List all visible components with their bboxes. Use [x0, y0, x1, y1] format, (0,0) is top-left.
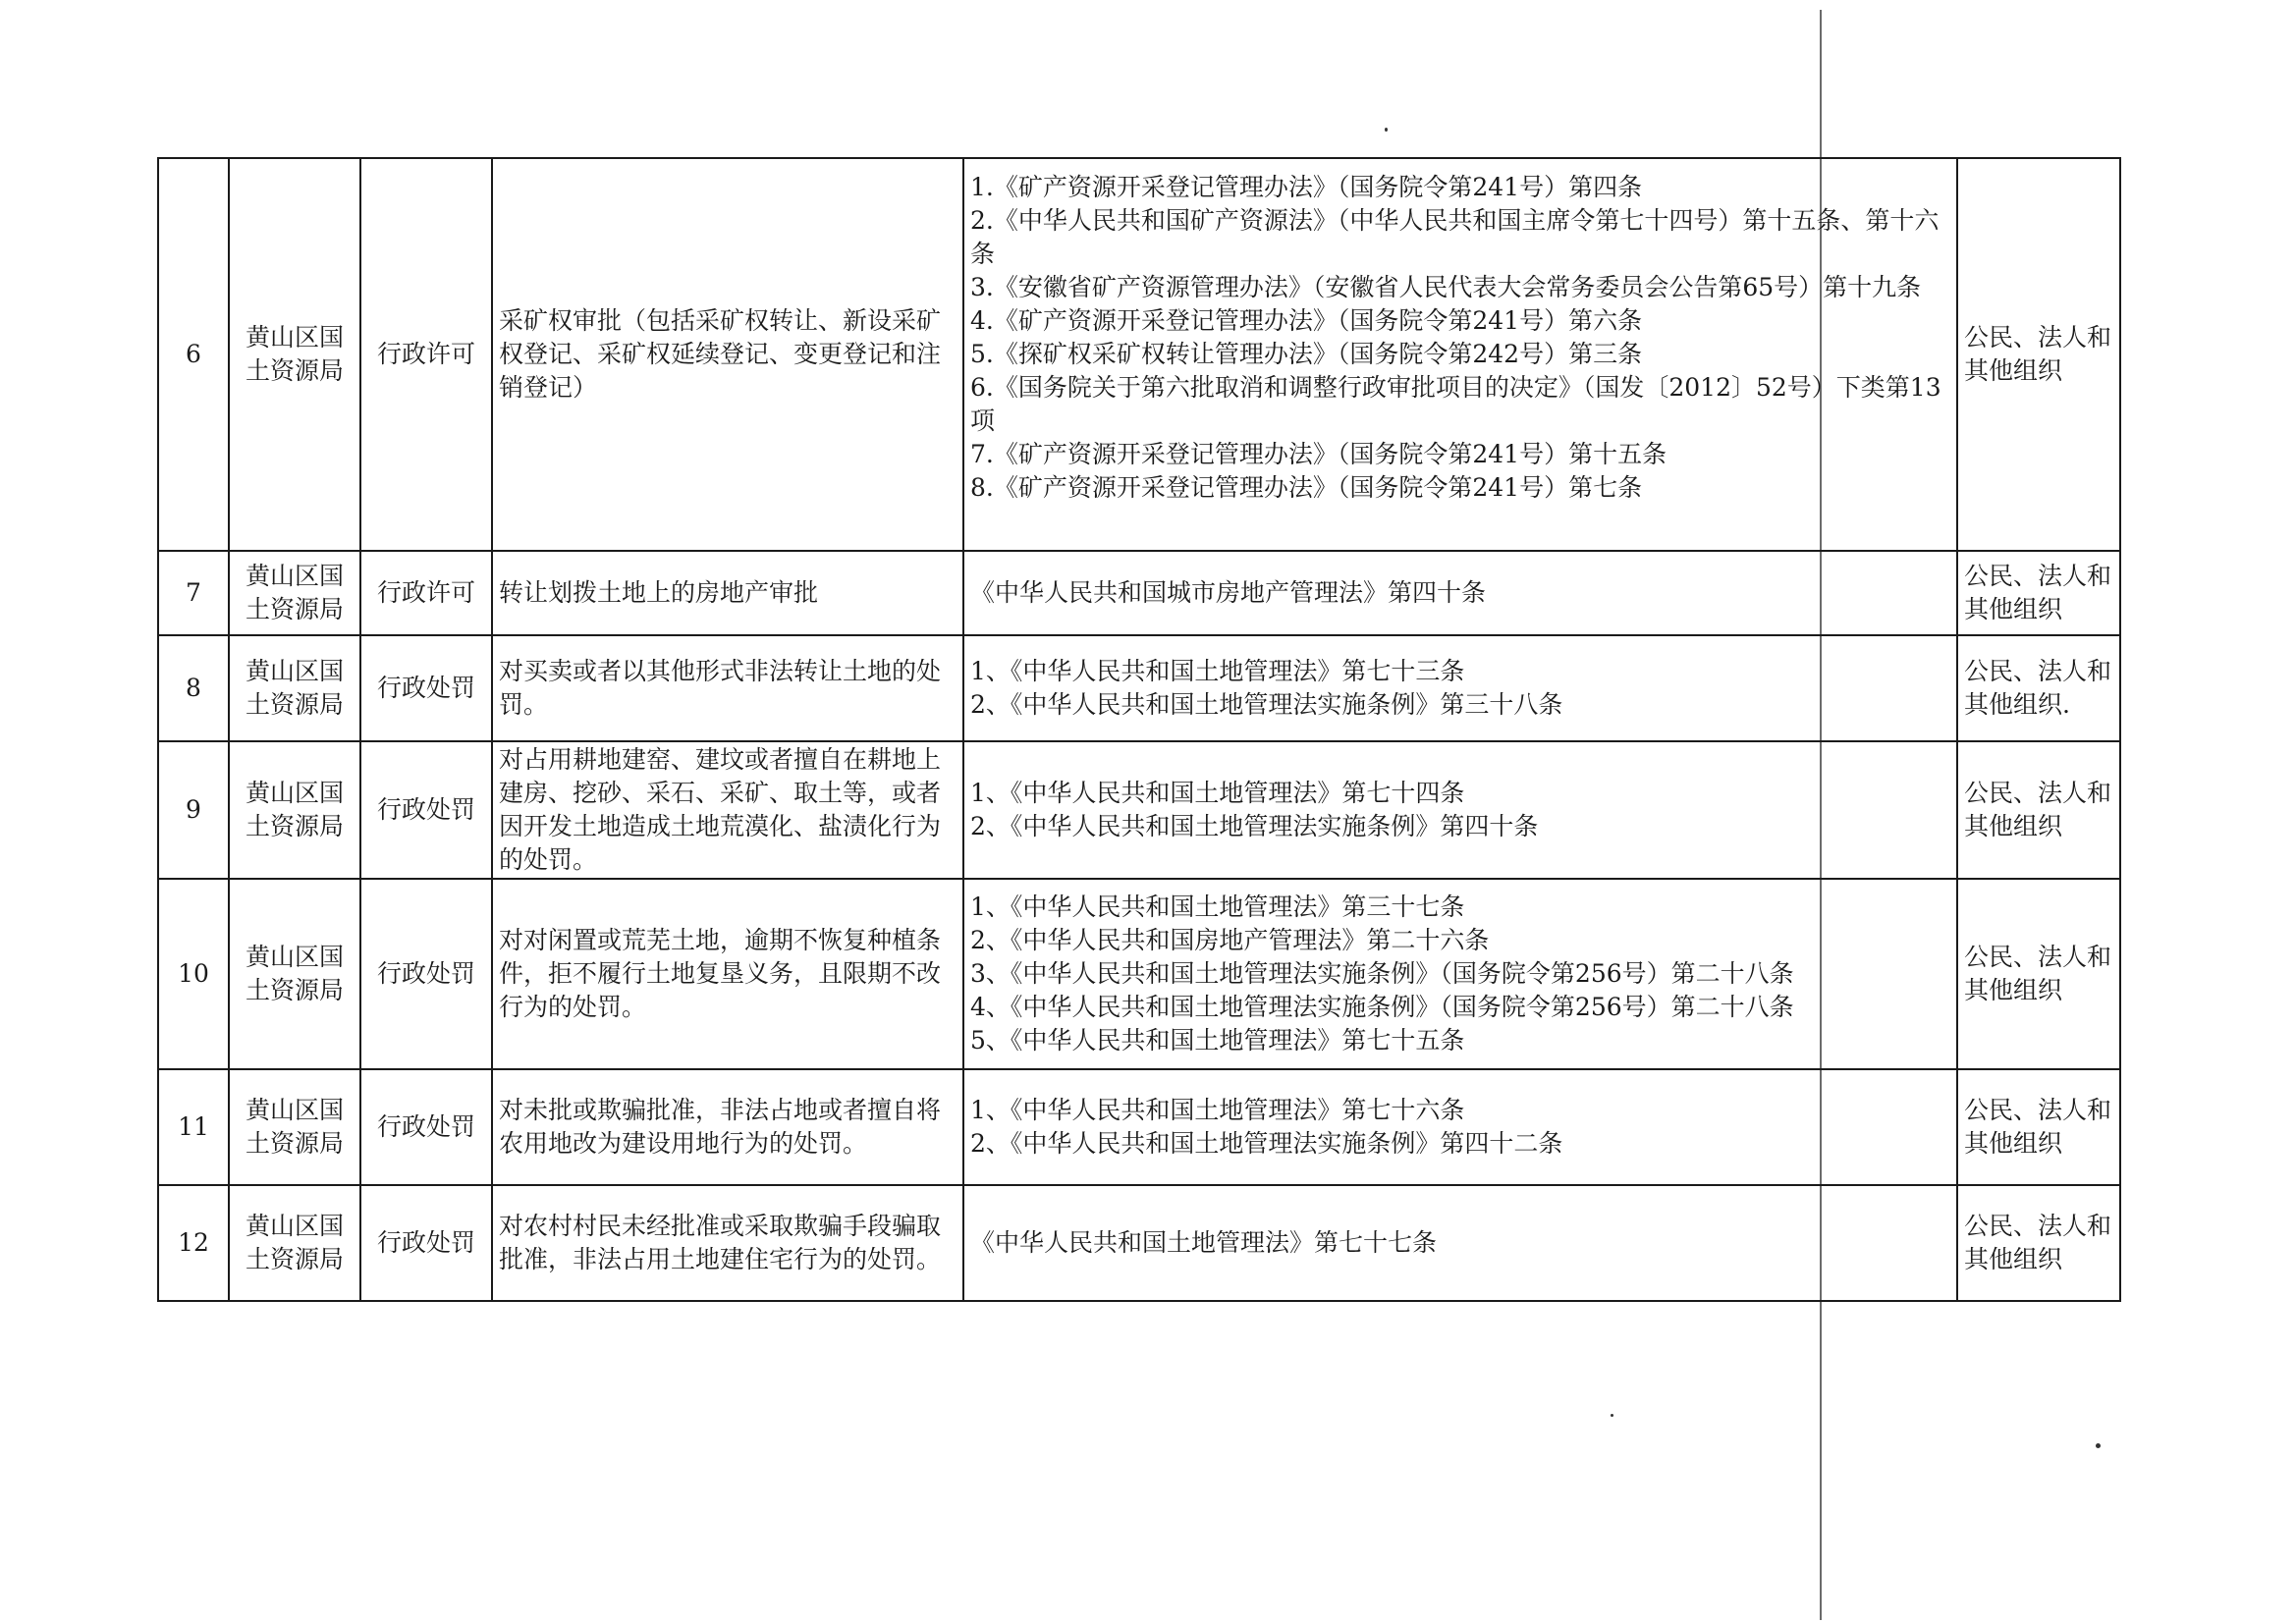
department: 黄山区国土资源局: [229, 551, 360, 635]
department: 黄山区国土资源局: [229, 741, 360, 879]
item-table: [157, 157, 2121, 1302]
target-subject: 公民、法人和其他组织: [1957, 1069, 2120, 1185]
legal-basis: [963, 1185, 1957, 1301]
department: 黄山区国土资源局: [229, 1069, 360, 1185]
scan-speck: [1611, 1414, 1613, 1417]
basis-line: 2、《中华人民共和国土地管理法实施条例》第四十二条: [970, 1129, 1563, 1158]
target-subject: 公民、法人和其他组织.: [1957, 635, 2120, 741]
table-row: [158, 741, 2120, 879]
power-type: 行政许可: [360, 551, 492, 635]
table-row: [158, 879, 2120, 1069]
row-number: 8: [158, 635, 229, 741]
basis-line: 2、《中华人民共和国房地产管理法》第二十六条: [970, 926, 1490, 954]
item-name: 采矿权审批（包括采矿权转让、新设采矿权登记、采矿权延续登记、变更登记和注销登记）: [492, 158, 963, 551]
basis-line: 1、《中华人民共和国土地管理法》第三十七条: [970, 893, 1465, 921]
basis-line: 1、《中华人民共和国土地管理法》第七十六条: [970, 1096, 1465, 1124]
basis-line: 《中华人民共和国土地管理法》第七十七条: [970, 1228, 1438, 1257]
power-type: 行政处罚: [360, 741, 492, 879]
item-name: 对对闲置或荒芜土地，逾期不恢复种植条件，拒不履行土地复垦义务，且限期不改行为的处罚。: [492, 879, 963, 1069]
table-row: [158, 158, 2120, 551]
power-type: 行政处罚: [360, 1185, 492, 1301]
basis-line: 2.《中华人民共和国矿产资源法》（中华人民共和国主席令第七十四号）第十五条、第十六条: [970, 206, 1940, 268]
power-type: 行政处罚: [360, 1069, 492, 1185]
department: 黄山区国土资源局: [229, 158, 360, 551]
basis-line: 2、《中华人民共和国土地管理法实施条例》第三十八条: [970, 690, 1563, 719]
table-row: [158, 1185, 2120, 1301]
basis-line: 《中华人民共和国城市房地产管理法》第四十条: [970, 578, 1487, 607]
basis-line: 4.《矿产资源开采登记管理办法》（国务院令第241号）第六条: [970, 306, 1643, 335]
item-name: 转让划拨土地上的房地产审批: [492, 551, 963, 635]
table-row: [158, 635, 2120, 741]
legal-basis: [963, 158, 1957, 551]
basis-line: 8.《矿产资源开采登记管理办法》（国务院令第241号）第七条: [970, 473, 1643, 502]
item-name: 对未批或欺骗批准，非法占地或者擅自将农用地改为建设用地行为的处罚。: [492, 1069, 963, 1185]
basis-line: 4、《中华人民共和国土地管理法实施条例》（国务院令第256号）第二十八条: [970, 993, 1794, 1021]
target-subject: 公民、法人和其他组织: [1957, 741, 2120, 879]
basis-line: 6.《国务院关于第六批取消和调整行政审批项目的决定》（国发〔2012〕52号）下类第13项: [970, 373, 1941, 435]
scan-speck: [2096, 1443, 2101, 1448]
power-type: 行政处罚: [360, 635, 492, 741]
basis-line: 2、《中华人民共和国土地管理法实施条例》第四十条: [970, 812, 1539, 840]
power-type: 行政处罚: [360, 879, 492, 1069]
basis-line: 1.《矿产资源开采登记管理办法》（国务院令第241号）第四条: [970, 173, 1643, 201]
item-name: 对占用耕地建窑、建坟或者擅自在耕地上建房、挖砂、采石、采矿、取土等，或者因开发土地造成土地荒漠化、盐渍化行为的处罚。: [492, 741, 963, 879]
row-number: 11: [158, 1069, 229, 1185]
table-row: [158, 1069, 2120, 1185]
legal-basis: [963, 879, 1957, 1069]
legal-basis: [963, 635, 1957, 741]
row-number: 7: [158, 551, 229, 635]
basis-line: 5、《中华人民共和国土地管理法》第七十五条: [970, 1026, 1465, 1055]
department: 黄山区国土资源局: [229, 1185, 360, 1301]
target-subject: 公民、法人和其他组织: [1957, 1185, 2120, 1301]
target-subject: 公民、法人和其他组织: [1957, 551, 2120, 635]
scan-speck: [1385, 128, 1388, 132]
target-subject: 公民、法人和其他组织: [1957, 879, 2120, 1069]
target-subject: 公民、法人和其他组织: [1957, 158, 2120, 551]
legal-basis: [963, 741, 1957, 879]
row-number: 6: [158, 158, 229, 551]
item-name: 对买卖或者以其他形式非法转让土地的处罚。: [492, 635, 963, 741]
basis-line: 1、《中华人民共和国土地管理法》第七十四条: [970, 779, 1465, 807]
item-name: 对农村村民未经批准或采取欺骗手段骗取批准，非法占用土地建住宅行为的处罚。: [492, 1185, 963, 1301]
basis-line: 7.《矿产资源开采登记管理办法》（国务院令第241号）第十五条: [970, 440, 1667, 468]
department: 黄山区国土资源局: [229, 879, 360, 1069]
basis-line: 3、《中华人民共和国土地管理法实施条例》（国务院令第256号）第二十八条: [970, 959, 1794, 988]
legal-basis: [963, 551, 1957, 635]
basis-line: 1、《中华人民共和国土地管理法》第七十三条: [970, 657, 1465, 685]
legal-basis: [963, 1069, 1957, 1185]
row-number: 9: [158, 741, 229, 879]
department: 黄山区国土资源局: [229, 635, 360, 741]
row-number: 10: [158, 879, 229, 1069]
table-row: [158, 551, 2120, 635]
power-type: 行政许可: [360, 158, 492, 551]
row-number: 12: [158, 1185, 229, 1301]
basis-line: 3.《安徽省矿产资源管理办法》（安徽省人民代表大会常务委员会公告第65号）第十九条: [970, 273, 1922, 301]
basis-line: 5.《探矿权采矿权转让管理办法》（国务院令第242号）第三条: [970, 340, 1643, 368]
